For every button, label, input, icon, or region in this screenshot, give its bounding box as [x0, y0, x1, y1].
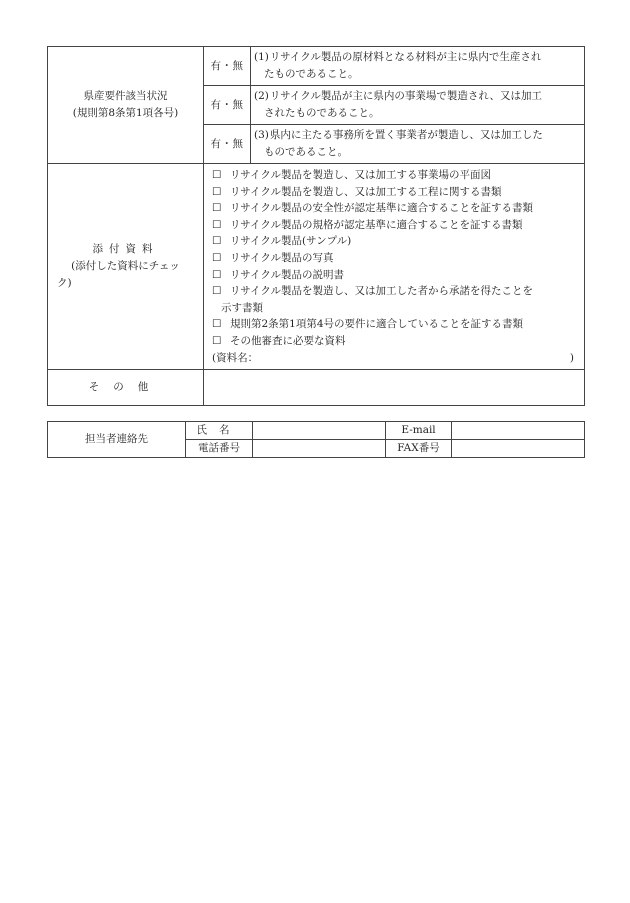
fax-field[interactable]: [452, 440, 585, 458]
requirement-number-3: (3): [254, 129, 269, 141]
checkbox-icon[interactable]: ☐: [212, 218, 222, 231]
attachments-label-cell: [48, 164, 204, 370]
requirement-text-2: [251, 86, 585, 125]
attachment-item-10[interactable]: [212, 333, 578, 350]
attachment-label-2: リサイクル製品を製造し、又は加工する工程に関する書類: [230, 185, 502, 198]
requirements-sublabel: (規則第8条第1項各号): [72, 107, 179, 119]
attachment-item-9[interactable]: [212, 316, 578, 333]
attachments-sublabel: (添付した資料にチェッ: [71, 260, 180, 273]
requirement-line1-3: 県内に主たる事務所を置く事業者が製造し、又は加工した: [269, 129, 543, 141]
checkbox-icon[interactable]: ☐: [212, 251, 222, 264]
attachment-label-7: リサイクル製品の説明書: [230, 268, 345, 281]
document-name-open: (資料名：: [212, 351, 259, 364]
yes-no-selector-3[interactable]: 有・無: [204, 125, 251, 164]
checkbox-icon[interactable]: ☐: [212, 318, 222, 331]
yes-no-selector-2[interactable]: 有・無: [204, 86, 251, 125]
attachment-label-8: リサイクル製品を製造し、又は加工した者から承諾を得たことを: [230, 285, 534, 298]
attachment-label-3: リサイクル製品の安全性が認定基準に適合することを証する書類: [230, 202, 534, 215]
requirement-row-1: [48, 47, 585, 86]
attachment-item-1[interactable]: [212, 167, 578, 184]
contact-row-1: [48, 422, 585, 440]
attachment-label-8-cont: 示す書類: [221, 301, 263, 314]
requirements-label-cell: [48, 47, 204, 164]
application-form-table: [47, 46, 585, 406]
contact-table: [47, 421, 585, 458]
checkbox-icon[interactable]: ☐: [212, 169, 222, 181]
attachment-label-6: リサイクル製品の写真: [230, 251, 334, 264]
requirement-line2-1: たものであること。: [264, 68, 359, 80]
checkbox-icon[interactable]: ☐: [212, 202, 222, 215]
checkbox-icon[interactable]: ☐: [212, 334, 222, 347]
email-field[interactable]: [452, 422, 585, 440]
attachment-item-6[interactable]: [212, 250, 578, 267]
requirement-text-1: [251, 47, 585, 86]
other-row: [48, 370, 585, 406]
requirement-text-3: [251, 125, 585, 164]
requirement-number-2: (2): [254, 90, 269, 102]
attachments-row: [48, 164, 585, 370]
attachment-label-1: リサイクル製品を製造し、又は加工する事業場の平面図: [230, 169, 492, 181]
attachment-label-10: その他審査に必要な資料: [230, 334, 346, 347]
requirement-line1-1: リサイクル製品の原材料となる材料が主に県内で生産され: [269, 51, 542, 63]
attachment-label-9: 規則第2条第1項第4号の要件に適合していることを証する書類: [230, 318, 524, 331]
checkbox-icon[interactable]: ☐: [212, 185, 222, 198]
requirement-number-1: (1): [254, 51, 269, 63]
attachment-item-3[interactable]: [212, 200, 578, 217]
requirement-line2-2: されたものであること。: [264, 107, 380, 119]
requirement-line2-3: ものであること。: [264, 146, 348, 158]
requirements-label: 県産要件該当状況: [83, 90, 168, 102]
contact-label: 担当者連絡先: [48, 422, 186, 458]
checkbox-icon[interactable]: ☐: [212, 268, 222, 281]
document-name-field[interactable]: [212, 350, 578, 367]
requirement-line1-2: リサイクル製品が主に県内の事業場で製造され、又は加工: [269, 90, 543, 102]
attachment-item-4[interactable]: [212, 217, 578, 234]
attachment-item-5[interactable]: [212, 233, 578, 250]
attachment-item-2[interactable]: [212, 184, 578, 201]
attachment-item-7[interactable]: [212, 267, 578, 284]
attachment-label-4: リサイクル製品の規格が認定基準に適合することを証する書類: [230, 218, 523, 231]
name-field[interactable]: [253, 422, 386, 440]
name-label: 氏名: [186, 422, 253, 440]
email-label: E-mail: [386, 422, 452, 440]
phone-field[interactable]: [253, 440, 386, 458]
attachment-label-5: リサイクル製品(サンプル): [230, 235, 352, 248]
fax-label: FAX番号: [386, 440, 452, 458]
checkbox-icon[interactable]: ☐: [212, 235, 222, 248]
attachments-label: 添付資料: [92, 243, 159, 256]
attachments-sublabel-cont: ク): [57, 277, 72, 290]
document-name-close: ): [569, 351, 574, 364]
other-label: その他: [48, 370, 204, 406]
checkbox-icon[interactable]: ☐: [212, 285, 222, 298]
other-field[interactable]: [204, 370, 585, 406]
phone-label: 電話番号: [186, 440, 253, 458]
yes-no-selector-1[interactable]: 有・無: [204, 47, 251, 86]
attachments-checklist: [204, 164, 585, 370]
attachment-item-8[interactable]: [212, 283, 578, 316]
